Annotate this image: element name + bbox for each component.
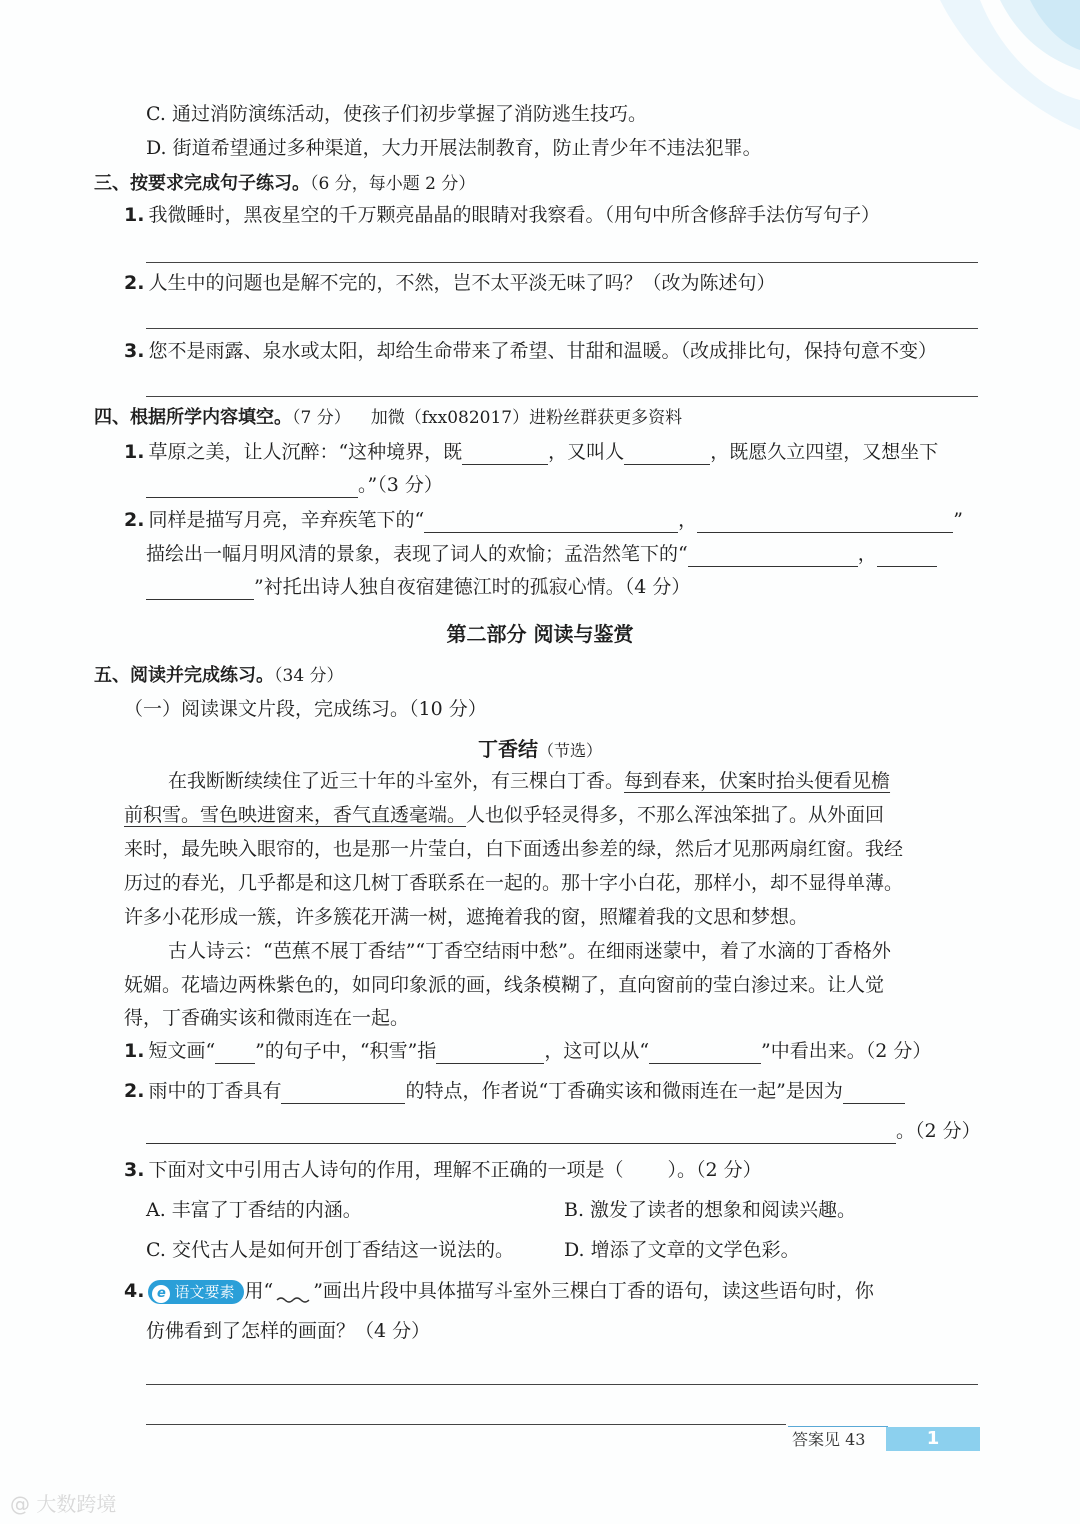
answer-line[interactable] (146, 1384, 978, 1385)
s4-q2-line-2 (146, 541, 937, 567)
blank-field[interactable] (688, 546, 858, 567)
s3-q1-text: 我微睡时，黑夜星空的千万颗亮晶晶的眼睛对我察看。（用句中所含修辞手法仿写句子） (148, 204, 880, 226)
s4-q1-part-c: ，既愿久立四望，又想坐下 (710, 441, 939, 463)
passage-line: 古人诗云：“芭蕉不展丁香结”“丁香空结雨中愁”。在细雨迷蒙中，着了水滴的丁香格外 (168, 940, 891, 962)
passage-line: 妩媚。花墙边两株紫色的，如同印象派的画，线条模糊了，直向窗前的莹白渗过来。让人觉 (124, 974, 885, 996)
passage-underlined: 每到春来，伏案时抬头便看见檐 (624, 770, 891, 792)
passage-line: 历过的春光，几乎都是和这几树丁香联系在一起的。那十字小白花，那样小，却不显得单薄。 (124, 872, 904, 894)
article-title (0, 733, 1080, 762)
s5-q2-part-b: 的特点，作者说“丁香确实该和微雨连在一起”是因为 (405, 1080, 843, 1102)
s4-q2-comma: ， (857, 543, 877, 565)
blank-field[interactable] (436, 1043, 544, 1064)
s5-q1-part-b: ”的句子中，“积雪”指 (255, 1040, 437, 1062)
question-number: 3. (124, 340, 145, 362)
passage-text: 在我断断续续住了近三十年的斗室外，有三棵白丁香。 (168, 770, 625, 792)
s5-q3-text: 下面对文中引用古人诗句的作用，理解不正确的一项是（ (148, 1159, 624, 1181)
s4-q1-part-a: 草原之美，让人沉醉：“这种境界，既 (148, 441, 463, 463)
question-number: 4. (124, 1280, 145, 1302)
blank-field[interactable] (215, 1043, 255, 1064)
s5-q3-end: ）。（2 分） (667, 1159, 762, 1181)
s4-q1-continued (146, 472, 443, 498)
passage-line: 许多小花形成一簇，许多簇花开满一树，遮掩着我的窗，照耀着我的文思和梦想。 (124, 906, 809, 928)
corner-decoration (880, 0, 1080, 170)
s4-question-2 (124, 507, 963, 533)
answer-reference: 答案见 43 (788, 1426, 888, 1453)
passage-line: 得，丁香确实该和微雨连在一起。 (124, 1007, 410, 1029)
blank-field[interactable] (424, 512, 678, 533)
e-badge-icon: e (152, 1285, 170, 1303)
article-title-text: 丁香结 (477, 737, 538, 761)
part-2-title: 第二部分 阅读与鉴赏 (446, 622, 634, 646)
tag-label: 语文要素 (174, 1283, 235, 1301)
question-number: 2. (124, 509, 145, 531)
answer-line[interactable] (146, 396, 978, 397)
blank-field[interactable] (146, 1123, 896, 1144)
s4-q2-line-3 (146, 574, 690, 600)
s4-q2-comma: ， (678, 509, 698, 531)
question-number: 3. (124, 1159, 145, 1181)
s4-q1-part-d: 。”（3 分） (358, 474, 443, 496)
s5-question-4 (124, 1278, 874, 1304)
blank-field[interactable] (462, 444, 548, 465)
passage-underlined: 前积雪。雪色映进窗来，香气直透毫端。 (124, 804, 467, 826)
option-d-top: D. 街道希望通过多种渠道，大力开展法制教育，防止青少年不违法犯罪。 (146, 137, 762, 159)
footer-rule (146, 1424, 786, 1425)
blank-field[interactable] (877, 546, 937, 567)
question-number: 2. (124, 1080, 145, 1102)
passage-text: 人也似乎轻灵得多，不那么浑浊笨拙了。从外面回 (466, 804, 885, 826)
question-number: 2. (124, 272, 145, 294)
s4-question-1 (124, 439, 938, 465)
section-3-heading (94, 170, 475, 197)
section-5-heading (94, 662, 344, 689)
option-d[interactable]: D. 增添了文章的文学色彩。 (564, 1239, 800, 1261)
section-4-heading (94, 404, 682, 431)
s3-question-3 (124, 338, 937, 364)
s3-question-1 (124, 202, 880, 228)
section-3-points: （6 分，每小题 2 分） (310, 174, 476, 194)
s5-q1-part-a: 短文画“ (148, 1040, 216, 1062)
section-4-points: （7 分） (292, 408, 351, 428)
s3-question-2 (124, 270, 775, 296)
promo-hint: 加微（fxx082017）进粉丝群获更多资料 (370, 408, 683, 428)
s4-q2-part-a: 同样是描写月亮，辛弃疾笔下的“ (148, 509, 425, 531)
question-number: 1. (124, 204, 145, 226)
s4-q2-close-quote: ” (953, 509, 963, 531)
yuwen-yaosu-tag (148, 1280, 244, 1304)
question-number: 1. (124, 1040, 145, 1062)
wavy-line-icon (273, 1284, 313, 1304)
passage-line (168, 768, 890, 794)
blank-field[interactable] (843, 1083, 905, 1104)
s4-q2-part-c: ”衬托出诗人独自夜宿建德江时的孤寂心情。（4 分） (254, 576, 691, 598)
answer-line[interactable] (146, 262, 978, 263)
blank-field[interactable] (624, 444, 710, 465)
s5-q4-part-a: 用“ (244, 1280, 274, 1302)
page-number: 1 (886, 1427, 980, 1451)
section-5-title: 五、阅读并完成练习。 (94, 665, 274, 686)
s5-q2-part-a: 雨中的丁香具有 (148, 1080, 282, 1102)
blank-field[interactable] (146, 477, 358, 498)
option-c-top: C. 通过消防演练活动，使孩子们初步掌握了消防逃生技巧。 (146, 103, 647, 125)
passage-line: 来时，最先映入眼帘的，也是那一片莹白，白下面透出参差的绿，然后才见那两扇红窗。我经 (124, 838, 904, 860)
passage-line (124, 802, 884, 828)
section-5-sub: （一）阅读课文片段，完成练习。（10 分） (124, 698, 487, 720)
s5-q4-part-b: ”画出片段中具体描写斗室外三棵白丁香的语句，读这些语句时，你 (313, 1280, 874, 1302)
blank-field[interactable] (649, 1043, 761, 1064)
section-4-title: 四、根据所学内容填空。 (94, 407, 292, 428)
s5-q4-continued: 仿佛看到了怎样的画面？（4 分） (146, 1320, 431, 1342)
s5-q2-part-c: 。（2 分） (896, 1120, 981, 1142)
s5-q2-continued (146, 1118, 981, 1144)
s5-question-2 (124, 1078, 905, 1104)
blank-field[interactable] (146, 579, 254, 600)
s3-q2-text: 人生中的问题也是解不完的，不然，岂不太平淡无味了吗？（改为陈述句） (148, 272, 776, 294)
s4-q1-part-b: ，又叫人 (548, 441, 625, 463)
s5-question-1 (124, 1038, 931, 1064)
blank-field[interactable] (697, 512, 953, 533)
blank-field[interactable] (281, 1083, 405, 1104)
s5-question-3 (124, 1157, 762, 1183)
article-note: （节选） (537, 741, 602, 760)
s5-q1-part-c: ，这可以从“ (544, 1040, 650, 1062)
s5-q1-part-d: ”中看出来。（2 分） (761, 1040, 932, 1062)
answer-line[interactable] (146, 328, 978, 329)
section-3-title: 三、按要求完成句子练习。 (94, 173, 310, 194)
question-number: 1. (124, 441, 145, 463)
option-b[interactable]: B. 激发了读者的想象和阅读兴趣。 (564, 1199, 857, 1221)
s3-q3-text: 您不是雨露、泉水或太阳，却给生命带来了希望、甘甜和温暖。（改成排比句，保持句意不变） (148, 340, 937, 362)
s4-q2-part-b: 描绘出一幅月明风清的景象，表现了词人的欢愉；孟浩然笔下的“ (146, 543, 688, 565)
option-a[interactable]: A. 丰富了丁香结的内涵。 (146, 1199, 362, 1221)
watermark: @ 大数跨境 (10, 1492, 117, 1516)
section-5-points: （34 分） (274, 666, 344, 686)
option-c[interactable]: C. 交代古人是如何开创丁香结这一说法的。 (146, 1239, 514, 1261)
